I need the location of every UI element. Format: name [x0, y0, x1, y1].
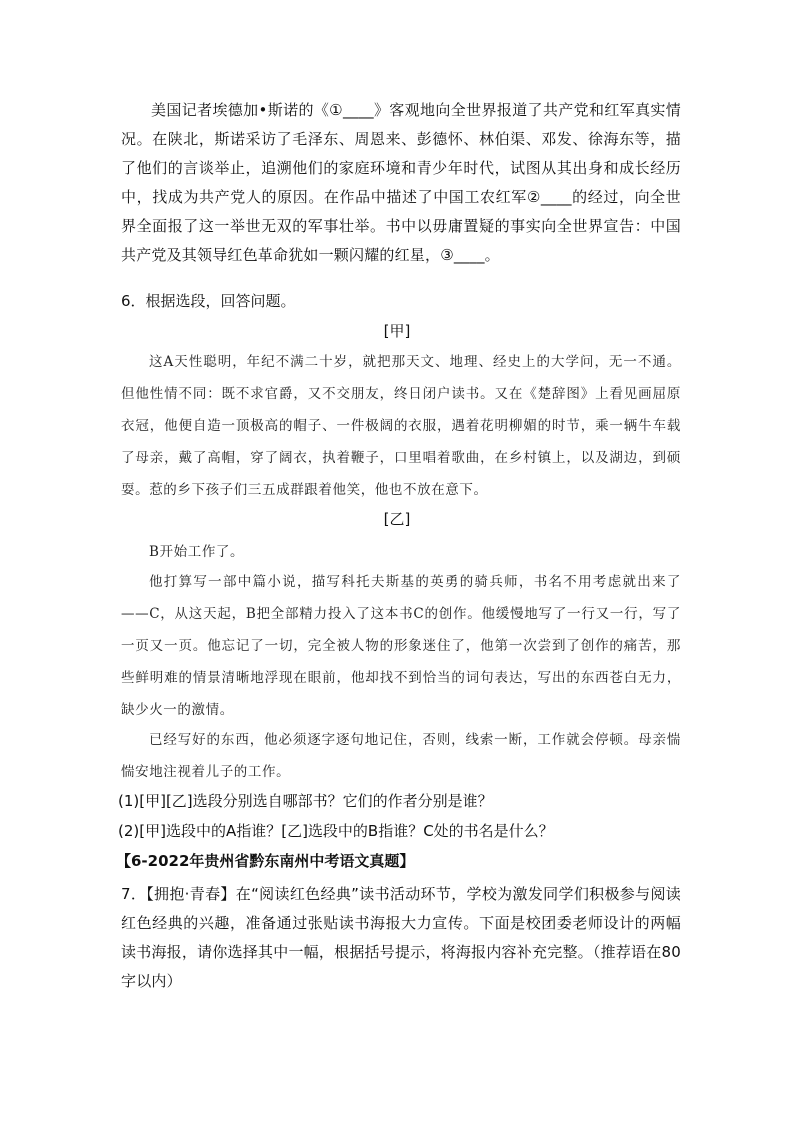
passage-jia-text: 这A天性聪明，年纪不满二十岁，就把那天文、地理、经史上的大学问，无一不通。但他性情不同：既不求官爵，又不交朋友，终日闭户读书。又在《楚辞图》上看见画屈原衣冠，他便自造一顶极高的帽子、一件极阔的衣服，遇着花明柳媚的时节，乘一辆牛车载了母亲，戴了高帽，穿了阔衣，执着鞭子，口里唱着歌曲，在乡村镇上，以及湖边，到硕耍。惹的乡下孩子们三五成群跟着他笑，他也不放在意下。 [121, 354, 681, 498]
sub-question-1: (1)[甲][乙]选段分别选自哪部书？它们的作者分别是谁？ [118, 792, 493, 810]
passage-yi-paragraph-1: B开始工作了。 [149, 544, 245, 560]
passage-yi-label: [乙] [383, 510, 411, 528]
sub-question-2: (2)[甲]选段中的A指谁？[乙]选段中的B指谁？C处的书名是什么？ [118, 822, 554, 840]
passage-yi-paragraph-3: 已经写好的东西，他必须逐字逐句地记住，否则，线索一断，工作就会停顿。母亲惴惴安地注视着儿子的工作。 [121, 732, 681, 780]
question-6-stem: 6．根据选段，回答问题。 [121, 292, 296, 310]
passage-yi-paragraph-2: 他打算写一部中篇小说，描写科托夫斯基的英勇的骑兵师，书名不用考虑就出来了——C，从这天起，B把全部精力投入了这本书C的创作。他缓慢地写了一行又一行，写了一页又一页。他忘记了一切，完全被人物的形象迷住了，他第一次尝到了创作的痛苦，那些鲜明难的情景清晰地浮现在眼前，他却找不到恰当的词句表达，写出的东西苍白无力，缺少火一的激情。 [121, 574, 681, 718]
intro-paragraph: 美国记者埃德加•斯诺的《①____》客观地向全世界报道了共产党和红军真实情况。在陕北，斯诺采访了毛泽东、周恩来、彭德怀、林伯渠、邓发、徐海东等，描了他们的言谈举止，追溯他们的家庭环境和青少年时代，试图从其出身和成长经历中，找成为共产党人的原因。在作品中描述了中国工农红军②____的经过，向全世界全面报了这一举世无双的军事壮举。书中以毋庸置疑的事实向全世界宣告：中国共产党及其领导红色革命犹如一颗闪耀的红星，③____。 [121, 101, 681, 264]
section-heading: 【6-2022年贵州省黔东南州中考语文真题】 [116, 852, 415, 870]
question-7: 7．【拥抱·青春】在“阅读红色经典”读书活动环节，学校为激发同学们积极参与阅读红色经典的兴趣，准备通过张贴读书海报大力宣传。下面是校团委老师设计的两幅读书海报，请你选择其中一幅，根据括号提示，将海报内容补充完整。（推荐语在80字以内） [121, 885, 681, 990]
passage-jia-label: [甲] [383, 322, 411, 340]
